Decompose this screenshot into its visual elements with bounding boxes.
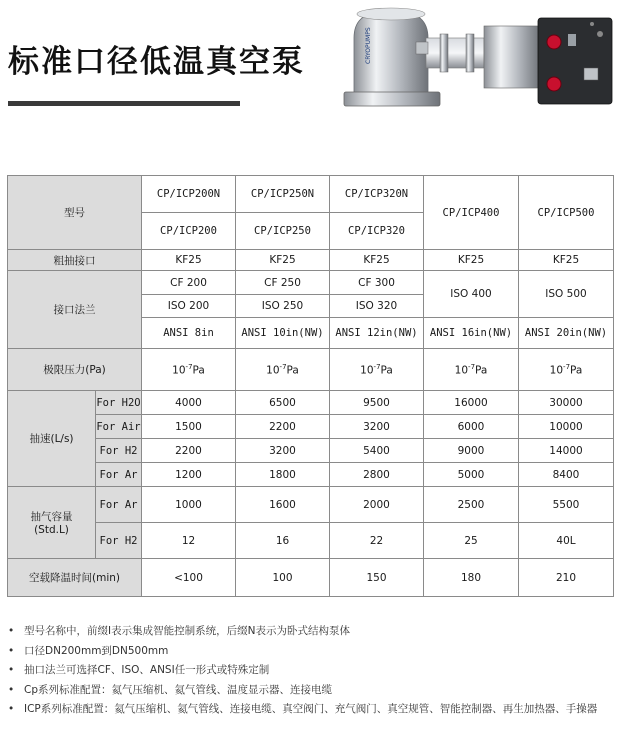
speed-cell: 1500 xyxy=(142,415,236,439)
ultimate-pressure-label: 极限压力(Pa) xyxy=(8,349,142,391)
flange-iso-cell: ISO 400 xyxy=(424,271,519,318)
roughing-cell: KF25 xyxy=(424,250,519,271)
capacity-cell: 2500 xyxy=(424,487,519,523)
flange-ansi-cell: ANSI 20in(NW) xyxy=(519,318,614,349)
model-cell: CP/ICP200N xyxy=(142,176,236,213)
flange-iso-cell: ISO 200 xyxy=(142,295,236,318)
note-item: • 型号名称中，前缀I表示集成智能控制系统，后缀N表示为卧式结构泵体 xyxy=(8,622,620,642)
brand-label-text: CRYOPUMPS xyxy=(365,27,372,64)
table-row xyxy=(8,349,614,391)
speed-cell: 10000 xyxy=(519,415,614,439)
speed-cell: 8400 xyxy=(519,463,614,487)
spec-table xyxy=(7,175,614,597)
speed-cell: 5000 xyxy=(424,463,519,487)
flange-ansi-cell: ANSI 8in xyxy=(142,318,236,349)
table-row xyxy=(8,415,614,439)
capacity-cell: 1600 xyxy=(236,487,330,523)
table-row xyxy=(8,559,614,597)
capacity-cell: 5500 xyxy=(519,487,614,523)
flange-ansi-cell: ANSI 16in(NW) xyxy=(424,318,519,349)
note-item: • 口径DN200mm到DN500mm xyxy=(8,642,620,662)
pressure-cell: $10^{-7}Pa$ xyxy=(424,349,519,391)
model-cell: CP/ICP400 xyxy=(424,176,519,250)
cooldown-cell: 100 xyxy=(236,559,330,597)
model-cell: CP/ICP500 xyxy=(519,176,614,250)
speed-cell: 3200 xyxy=(236,439,330,463)
flange-label: 接口法兰 xyxy=(8,271,142,349)
capacity-cell: 22 xyxy=(330,523,424,559)
model-label: 型号 xyxy=(8,176,142,250)
pressure-cell: $10^{-7}Pa$ xyxy=(519,349,614,391)
table-row xyxy=(8,487,614,523)
model-cell: CP/ICP250 xyxy=(236,213,330,250)
roughing-port-label: 粗抽接口 xyxy=(8,250,142,271)
speed-cell: 2200 xyxy=(142,439,236,463)
flange-iso-cell: ISO 250 xyxy=(236,295,330,318)
gas-label: For Ar xyxy=(96,463,142,487)
flange-iso-cell: ISO 320 xyxy=(330,295,424,318)
table-row xyxy=(8,250,614,271)
capacity-cell: 16 xyxy=(236,523,330,559)
gas-label: For H2 xyxy=(96,439,142,463)
capacity-cell: 25 xyxy=(424,523,519,559)
pumping-speed-label: 抽速(L/s) xyxy=(8,391,96,487)
table-row xyxy=(8,463,614,487)
model-cell: CP/ICP250N xyxy=(236,176,330,213)
table-row xyxy=(8,523,614,559)
capacity-cell: 40L xyxy=(519,523,614,559)
roughing-cell: KF25 xyxy=(519,250,614,271)
table-row xyxy=(8,271,614,295)
flange-cf-cell: CF 250 xyxy=(236,271,330,295)
cooldown-cell: 180 xyxy=(424,559,519,597)
cryopump-illustration xyxy=(340,4,616,112)
speed-cell: 1800 xyxy=(236,463,330,487)
model-cell: CP/ICP320 xyxy=(330,213,424,250)
capacity-cell: 1000 xyxy=(142,487,236,523)
gas-label: For Ar xyxy=(96,487,142,523)
flange-cf-cell: CF 300 xyxy=(330,271,424,295)
capacity-label: 抽气容量 (Std.L) xyxy=(8,487,96,559)
roughing-cell: KF25 xyxy=(330,250,424,271)
note-item: • ICP系列标准配置：氦气压缩机、氦气管线、连接电缆、真空阀门、充气阀门、真空规管、智能控制器、再生加热器、手操器 xyxy=(8,700,620,720)
speed-cell: 14000 xyxy=(519,439,614,463)
cooldown-label: 空载降温时间(min) xyxy=(8,559,142,597)
speed-cell: 2200 xyxy=(236,415,330,439)
red-valve-top-icon xyxy=(547,35,561,49)
cooldown-cell: <100 xyxy=(142,559,236,597)
roughing-cell: KF25 xyxy=(142,250,236,271)
capacity-cell: 2000 xyxy=(330,487,424,523)
table-row xyxy=(8,391,614,415)
model-cell: CP/ICP200 xyxy=(142,213,236,250)
flange-ansi-cell: ANSI 10in(NW) xyxy=(236,318,330,349)
speed-cell: 16000 xyxy=(424,391,519,415)
speed-cell: 1200 xyxy=(142,463,236,487)
speed-cell: 9000 xyxy=(424,439,519,463)
cooldown-cell: 210 xyxy=(519,559,614,597)
gas-label: For H2 xyxy=(96,523,142,559)
speed-cell: 9500 xyxy=(330,391,424,415)
capacity-cell: 12 xyxy=(142,523,236,559)
flange-cf-cell: CF 200 xyxy=(142,271,236,295)
speed-cell: 30000 xyxy=(519,391,614,415)
page-title: 标准口径低温真空泵 xyxy=(8,44,305,80)
speed-cell: 4000 xyxy=(142,391,236,415)
speed-cell: 2800 xyxy=(330,463,424,487)
pressure-cell: $10^{-7}Pa$ xyxy=(330,349,424,391)
note-item: • Cp系列标准配置：氦气压缩机、氦气管线、温度显示器、连接电缆 xyxy=(8,681,620,701)
flange-iso-cell: ISO 500 xyxy=(519,271,614,318)
pressure-cell: $10^{-7}Pa$ xyxy=(142,349,236,391)
red-valve-bottom-icon xyxy=(547,77,561,91)
roughing-cell: KF25 xyxy=(236,250,330,271)
note-item: • 抽口法兰可选择CF、ISO、ANSI任一形式或特殊定制 xyxy=(8,661,620,681)
speed-cell: 5400 xyxy=(330,439,424,463)
model-cell: CP/ICP320N xyxy=(330,176,424,213)
table-row xyxy=(8,439,614,463)
pressure-cell: $10^{-7}Pa$ xyxy=(236,349,330,391)
title-underline xyxy=(8,101,240,106)
cooldown-cell: 150 xyxy=(330,559,424,597)
gas-label: For Air xyxy=(96,415,142,439)
flange-ansi-cell: ANSI 12in(NW) xyxy=(330,318,424,349)
speed-cell: 6500 xyxy=(236,391,330,415)
table-row xyxy=(8,176,614,213)
speed-cell: 6000 xyxy=(424,415,519,439)
speed-cell: 3200 xyxy=(330,415,424,439)
notes-list xyxy=(8,622,620,720)
gas-label: For H2O xyxy=(96,391,142,415)
